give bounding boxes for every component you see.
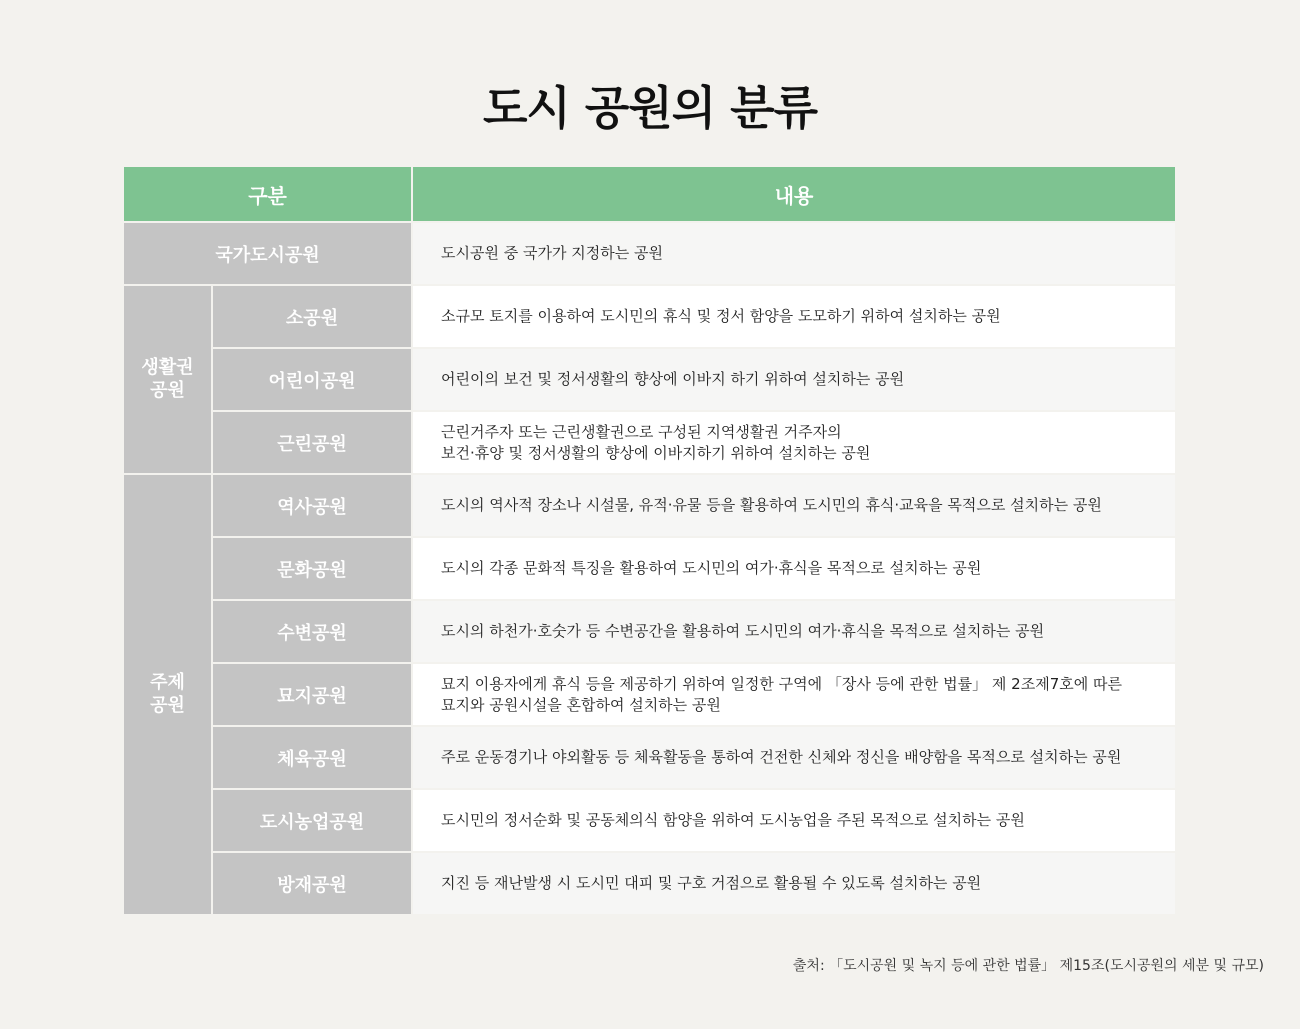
table-header-row <box>124 167 1175 222</box>
row-label: 수변공원 <box>212 600 412 663</box>
park-classification-table <box>124 167 1175 916</box>
row-label: 방재공원 <box>212 852 412 915</box>
row-description: 지진 등 재난발생 시 도시민 대피 및 구호 거점으로 활용될 수 있도록 설치하는 공원 <box>412 852 1175 915</box>
row-label: 도시농업공원 <box>212 789 412 852</box>
header-category: 구분 <box>124 167 412 222</box>
row-label: 묘지공원 <box>212 663 412 726</box>
row-label: 근린공원 <box>212 411 412 474</box>
page-title: 도시 공원의 분류 <box>482 81 818 135</box>
row-label: 문화공원 <box>212 537 412 600</box>
table-row <box>124 348 1175 411</box>
source-note: 출처: 「도시공원 및 녹지 등에 관한 법률」 제15조(도시공원의 세분 및 규모) <box>792 958 1264 974</box>
row-description: 근린거주자 또는 근린생활권으로 구성된 지역생활권 거주자의 보건·휴양 및 정서생활의 향상에 이바지하기 위하여 설치하는 공원 <box>412 411 1175 474</box>
table-row <box>124 852 1175 915</box>
row-description: 도시민의 정서순화 및 공동체의식 함양을 위하여 도시농업을 주된 목적으로 설치하는 공원 <box>412 789 1175 852</box>
table-row <box>124 789 1175 852</box>
table-row <box>124 726 1175 789</box>
table-row <box>124 600 1175 663</box>
row-description: 소규모 토지를 이용하여 도시민의 휴식 및 정서 함양을 도모하기 위하여 설치하는 공원 <box>412 285 1175 348</box>
table-row <box>124 663 1175 726</box>
header-content: 내용 <box>412 167 1175 222</box>
group-label-theme: 주제 공원 <box>124 474 212 915</box>
row-description: 도시의 하천가·호숫가 등 수변공간을 활용하여 도시민의 여가·휴식을 목적으로 설치하는 공원 <box>412 600 1175 663</box>
table-row <box>124 222 1175 285</box>
table-row <box>124 411 1175 474</box>
row-description: 주로 운동경기나 야외활동 등 체육활동을 통하여 건전한 신체와 정신을 배양함을 목적으로 설치하는 공원 <box>412 726 1175 789</box>
row-description: 도시공원 중 국가가 지정하는 공원 <box>412 222 1175 285</box>
row-description: 도시의 역사적 장소나 시설물, 유적·유물 등을 활용하여 도시민의 휴식·교육을 목적으로 설치하는 공원 <box>412 474 1175 537</box>
row-label: 역사공원 <box>212 474 412 537</box>
row-description: 도시의 각종 문화적 특징을 활용하여 도시민의 여가·휴식을 목적으로 설치하는 공원 <box>412 537 1175 600</box>
table-row <box>124 537 1175 600</box>
row-label-national: 국가도시공원 <box>124 222 412 285</box>
row-label: 어린이공원 <box>212 348 412 411</box>
group-label-living: 생활권 공원 <box>124 285 212 474</box>
row-description: 묘지 이용자에게 휴식 등을 제공하기 위하여 일정한 구역에 「장사 등에 관한 법률」 제 2조제7호에 따른 묘지와 공원시설을 혼합하여 설치하는 공원 <box>412 663 1175 726</box>
row-label: 소공원 <box>212 285 412 348</box>
row-description: 어린이의 보건 및 정서생활의 향상에 이바지 하기 위하여 설치하는 공원 <box>412 348 1175 411</box>
row-label: 체육공원 <box>212 726 412 789</box>
table-row <box>124 285 1175 348</box>
table-row <box>124 474 1175 537</box>
